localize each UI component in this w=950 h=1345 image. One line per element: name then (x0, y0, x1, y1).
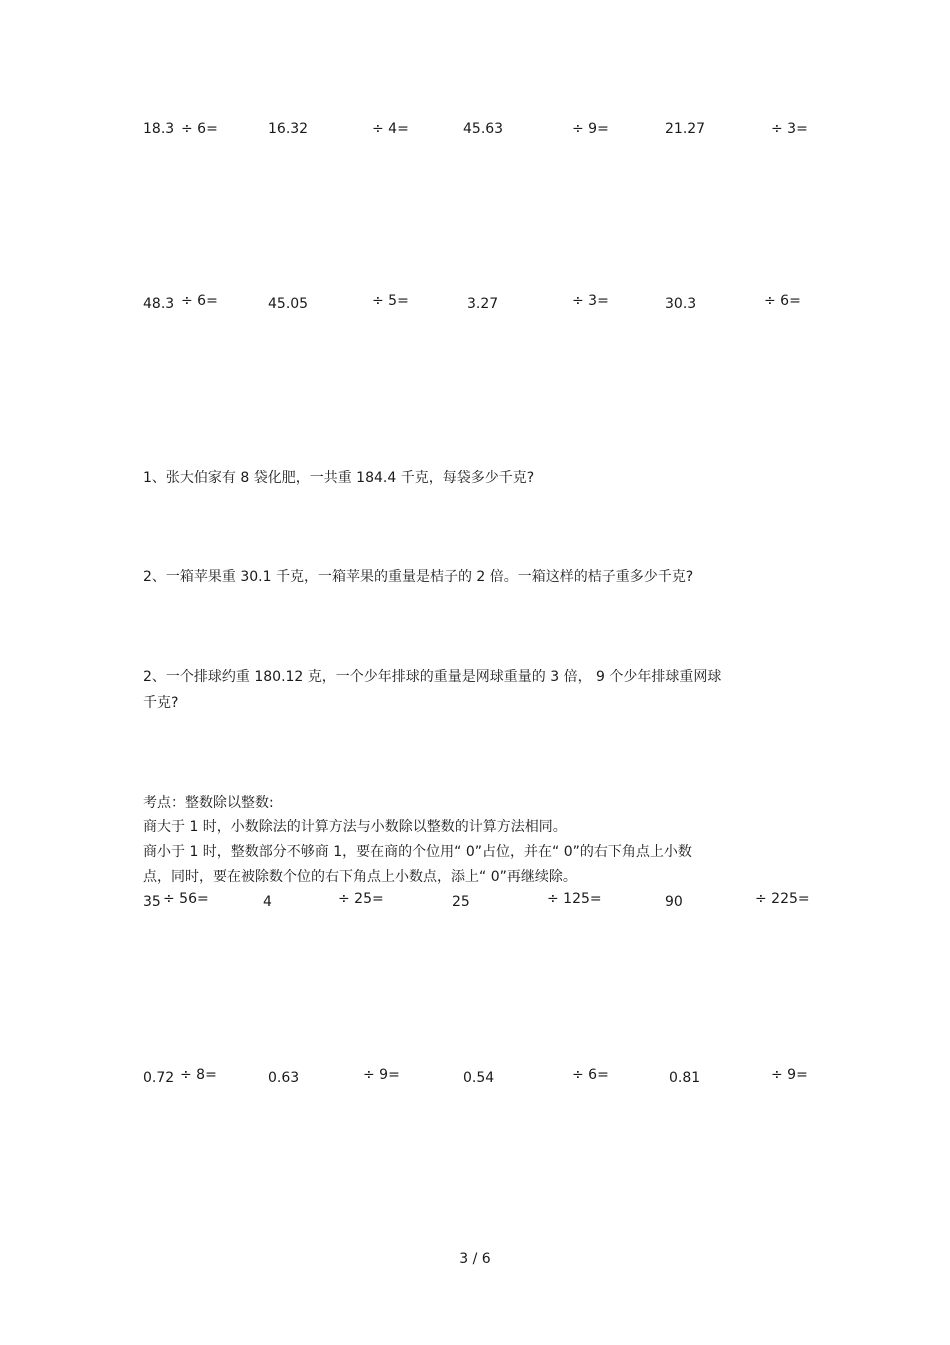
notes-line-1: 商大于 1 时，小数除法的计算方法与小数除以整数的计算方法相同。 (143, 819, 567, 835)
dividend: 18.3 (143, 121, 175, 137)
exercise-row-4 (0, 1069, 950, 1089)
dividend: 0.72 (143, 1070, 175, 1086)
divisor: ÷ 3= (572, 293, 609, 309)
page-number: 3 / 6 (459, 1251, 491, 1267)
dividend: 48.3 (143, 296, 175, 312)
divisor: ÷ 25= (338, 891, 384, 907)
exercise-row-3 (0, 893, 950, 913)
divisor: ÷ 8= (180, 1067, 217, 1083)
notes-line-2: 商小于 1 时，整数部分不够商 1，要在商的个位用“ 0”占位，并在“ 0”的右下角点上小数 (143, 844, 692, 860)
divisor: ÷ 9= (572, 121, 609, 137)
divisor: ÷ 3= (771, 121, 808, 137)
divisor: ÷ 4= (372, 121, 409, 137)
dividend: 35 (143, 894, 161, 910)
divisor: ÷ 225= (755, 891, 810, 907)
word-problem-3-continued: 千克? (143, 695, 179, 711)
dividend: 4 (263, 894, 272, 910)
divisor: ÷ 56= (163, 891, 209, 907)
dividend: 21.27 (665, 121, 706, 137)
exercise-row-2 (0, 295, 950, 315)
dividend: 16.32 (268, 121, 309, 137)
dividend: 45.05 (268, 296, 309, 312)
divisor: ÷ 6= (181, 293, 218, 309)
divisor: ÷ 5= (372, 293, 409, 309)
dividend: 30.3 (665, 296, 697, 312)
notes-line-3: 点，同时，要在被除数个位的右下角点上小数点，添上“ 0”再继续除。 (143, 869, 577, 885)
notes-title: 考点：整数除以整数: (143, 795, 274, 811)
divisor: ÷ 6= (572, 1067, 609, 1083)
divisor: ÷ 9= (363, 1067, 400, 1083)
dividend: 90 (665, 894, 683, 910)
divisor: ÷ 6= (181, 121, 218, 137)
dividend: 0.54 (463, 1070, 495, 1086)
word-problem-3: 2、一个排球约重 180.12 克，一个少年排球的重量是网球重量的 3 倍， 9 个少年排球重网球 (143, 669, 722, 685)
divisor: ÷ 9= (771, 1067, 808, 1083)
exercise-row-1 (0, 120, 950, 140)
dividend: 0.63 (268, 1070, 300, 1086)
dividend: 3.27 (467, 296, 499, 312)
dividend: 0.81 (669, 1070, 701, 1086)
divisor: ÷ 6= (764, 293, 801, 309)
divisor: ÷ 125= (547, 891, 602, 907)
word-problem-2: 2、一箱苹果重 30.1 千克，一箱苹果的重量是桔子的 2 倍。一箱这样的桔子重多少千克? (143, 569, 694, 585)
dividend: 45.63 (463, 121, 504, 137)
dividend: 25 (452, 894, 470, 910)
word-problem-1: 1、张大伯家有 8 袋化肥，一共重 184.4 千克，每袋多少千克? (143, 470, 535, 486)
